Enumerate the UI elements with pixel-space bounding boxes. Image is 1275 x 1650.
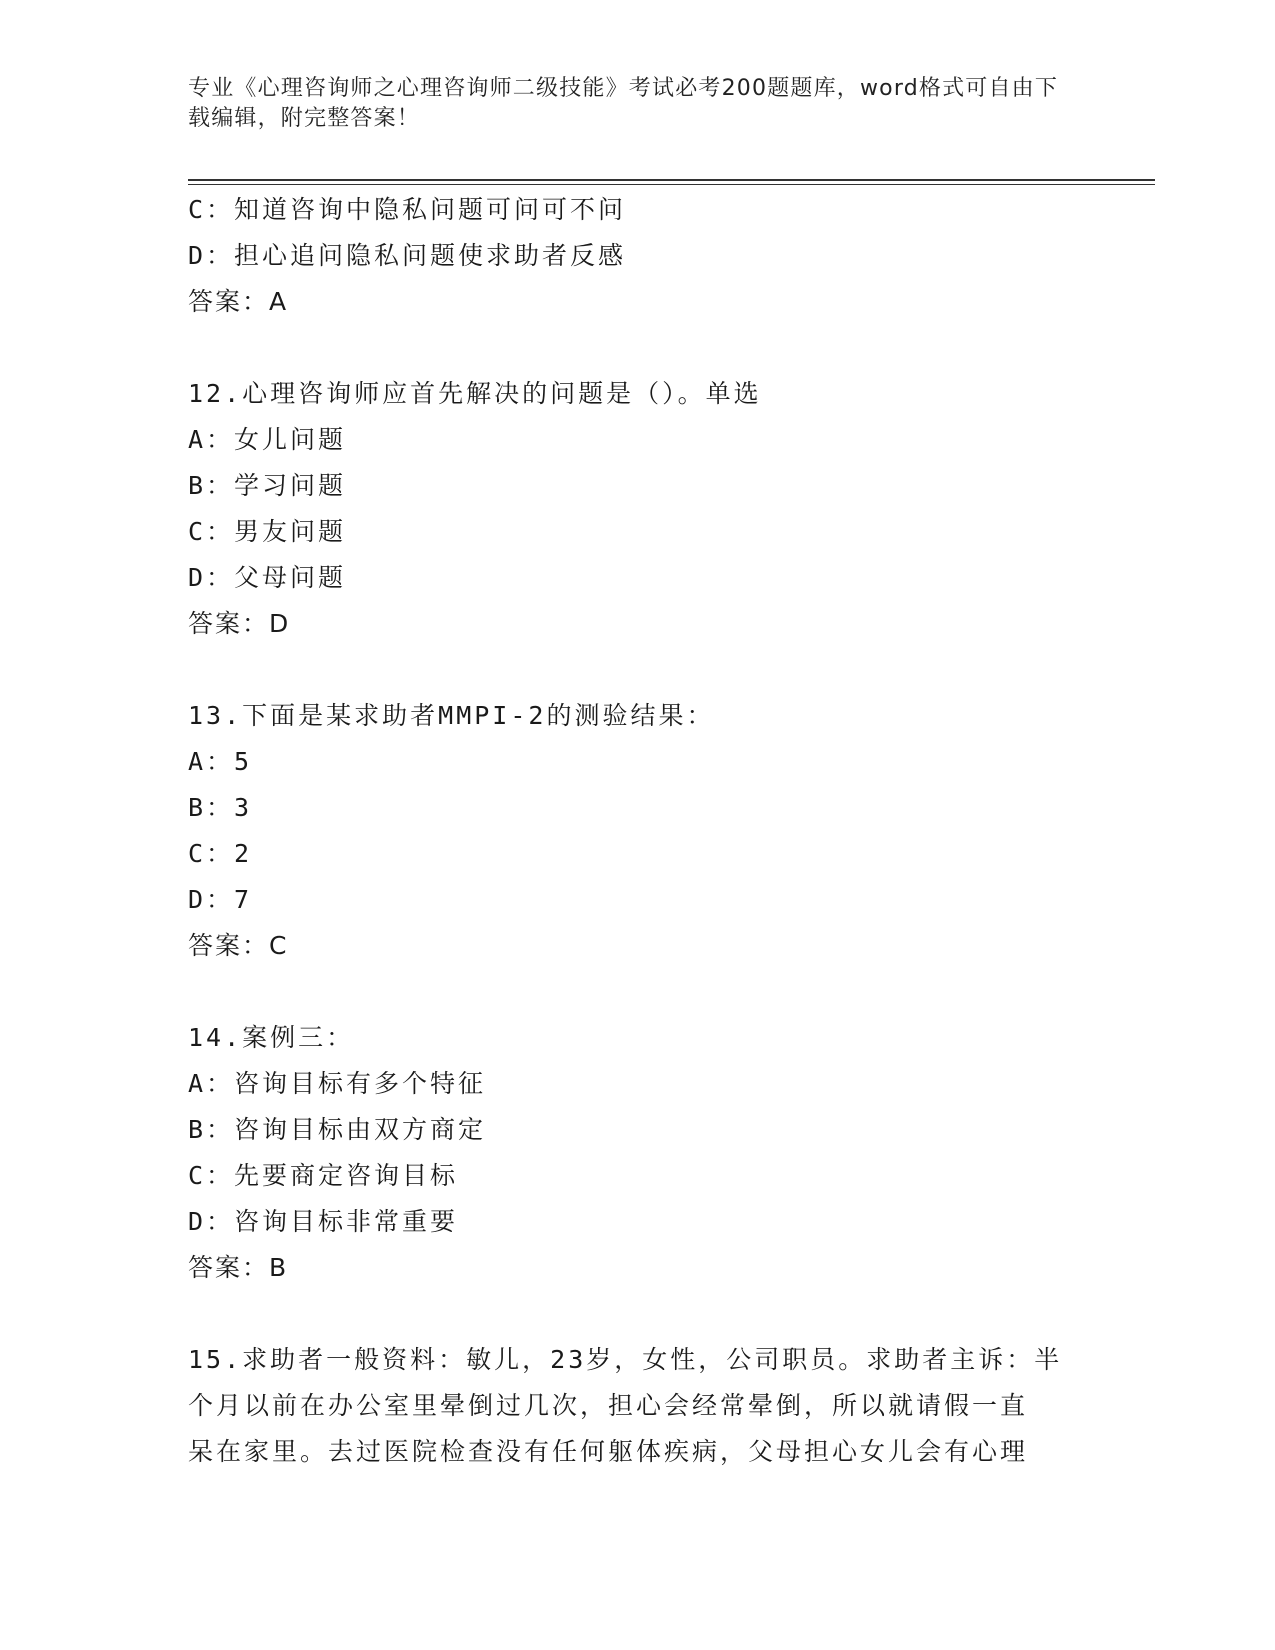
q13-option-b: B：3 <box>188 793 253 822</box>
q14-option-b: B：咨询目标由双方商定 <box>188 1115 487 1144</box>
header-rule-thin <box>188 184 1155 185</box>
q12-option-d: D：父母问题 <box>188 563 347 592</box>
q13-option-c: C：2 <box>188 839 253 868</box>
q11-option-d: D：担心追问隐私问题使求助者反感 <box>188 241 627 270</box>
q14-answer: 答案：B <box>188 1253 289 1282</box>
question-content <box>188 187 1108 1475</box>
q12-answer: 答案：D <box>188 609 291 638</box>
q14-option-a: A：咨询目标有多个特征 <box>188 1069 487 1098</box>
q14-option-d: D：咨询目标非常重要 <box>188 1207 459 1236</box>
q14-stem: 14.案例三： <box>188 1023 355 1052</box>
q13-option-d: D：7 <box>188 885 253 914</box>
q13-stem: 13.下面是某求助者MMPI-2的测验结果： <box>188 701 715 730</box>
spacer <box>188 969 1108 1015</box>
document-header: 专业《心理咨询师之心理咨询师二级技能》考试必考200题题库，word格式可自由下载编辑，附完整答案！ <box>188 76 1059 131</box>
spacer <box>188 647 1108 693</box>
q12-stem: 12.心理咨询师应首先解决的问题是（）。单选 <box>188 379 762 408</box>
q12-option-c: C：男友问题 <box>188 517 347 546</box>
q15-stem-line-3: 呆在家里。去过医院检查没有任何躯体疾病，父母担心女儿会有心理 <box>188 1437 1029 1466</box>
q11-answer: 答案：A <box>188 287 289 316</box>
spacer <box>188 325 1108 371</box>
q14-option-c: C：先要商定咨询目标 <box>188 1161 459 1190</box>
spacer <box>188 1291 1108 1337</box>
q12-option-b: B：学习问题 <box>188 471 347 500</box>
q12-option-a: A：女儿问题 <box>188 425 347 454</box>
q13-option-a: A：5 <box>188 747 253 776</box>
header-rule-thick <box>188 179 1155 181</box>
q15-stem-line-1: 15.求助者一般资料：敏儿，23岁，女性，公司职员。求助者主诉：半 <box>188 1345 1063 1374</box>
q15-stem-line-2: 个月以前在办公室里晕倒过几次，担心会经常晕倒，所以就请假一直 <box>188 1391 1029 1420</box>
q11-option-c: C：知道咨询中隐私问题可问可不问 <box>188 195 627 224</box>
q13-answer: 答案：C <box>188 931 289 960</box>
